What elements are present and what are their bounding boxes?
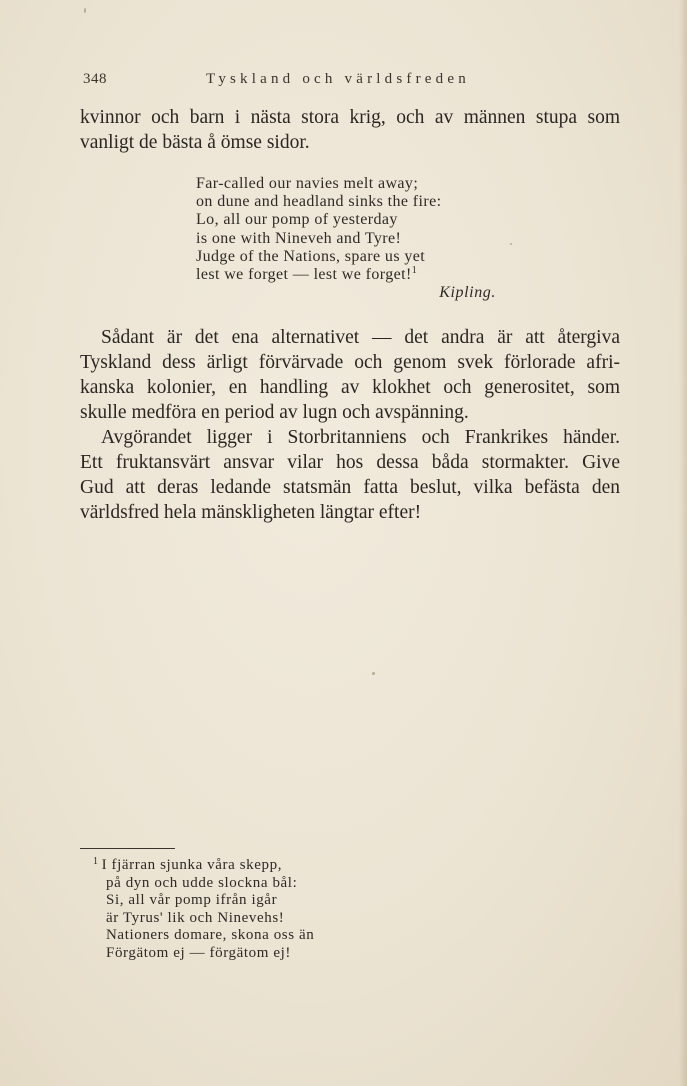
page-number: 348 xyxy=(83,71,107,87)
page-edge-shadow xyxy=(679,0,687,1086)
text-line: kvinnor och barn i nästa stora krig, och av männen stupa som xyxy=(80,107,620,128)
footnote-line: Si, all vår pomp ifrån igår xyxy=(106,892,278,909)
footnote-line: Förgätom ej — förgätom ej! xyxy=(106,944,292,961)
footnote-reference[interactable]: 1 xyxy=(411,265,418,277)
paper-speck xyxy=(84,8,86,13)
running-head: Tyskland och världsfreden xyxy=(206,71,470,87)
closing-paragraphs xyxy=(80,325,620,525)
text-line: Avgörandet ligger i Storbritanniens och Frankrikes händer. xyxy=(101,427,620,448)
kipling-poem-quote xyxy=(196,175,496,302)
footnote-marker: 1 xyxy=(93,856,99,867)
text-line: vanligt de bästa å ömse sidor. xyxy=(80,132,310,153)
poem-line: is one with Nineveh and Tyre! xyxy=(196,229,402,247)
text-line: världsfred hela mänskligheten längtar efter! xyxy=(80,502,422,523)
poem-line-last xyxy=(196,266,496,284)
page-header xyxy=(80,71,620,93)
footnote-divider xyxy=(80,848,175,849)
poem-line: Judge of the Nations, spare us yet xyxy=(196,247,426,265)
poem-line-text: lest we forget — lest we forget! xyxy=(196,266,412,284)
text-line: Sådant är det ena alternativet — det andra är att återgiva xyxy=(101,327,620,348)
footnote-line-text: I fjärran sjunka våra skepp, xyxy=(101,857,283,873)
poem-line: on dune and headland sinks the fire: xyxy=(196,193,442,211)
text-line: kanska kolonier, en handling av klokhet och generositet, som xyxy=(80,377,620,398)
poem-line: Far-called our navies melt away; xyxy=(196,175,419,192)
paper-speck xyxy=(510,243,512,245)
footnote xyxy=(93,853,373,963)
footnote-line: är Tyrus' lik och Ninevehs! xyxy=(106,909,285,926)
footnote-line xyxy=(93,853,373,875)
poem-author: Kipling. xyxy=(439,284,496,302)
text-line: Gud att deras ledande statsmän fatta beslut, vilka befästa den xyxy=(80,477,620,498)
text-line: Tyskland dess ärligt förvärvade och genom svek förlorade afri- xyxy=(80,352,620,373)
paper-speck xyxy=(372,672,375,675)
footnote-line: Nationers domare, skona oss än xyxy=(106,927,315,944)
text-line: Ett fruktansvärt ansvar vilar hos dessa båda stormakter. Give xyxy=(80,452,620,473)
footnote-line: på dyn och udde slockna bål: xyxy=(106,874,298,891)
paragraph-continuation xyxy=(80,105,620,155)
poem-line: Lo, all our pomp of yesterday xyxy=(196,211,398,229)
text-line: skulle medföra en period av lugn och avspänning. xyxy=(80,402,469,423)
